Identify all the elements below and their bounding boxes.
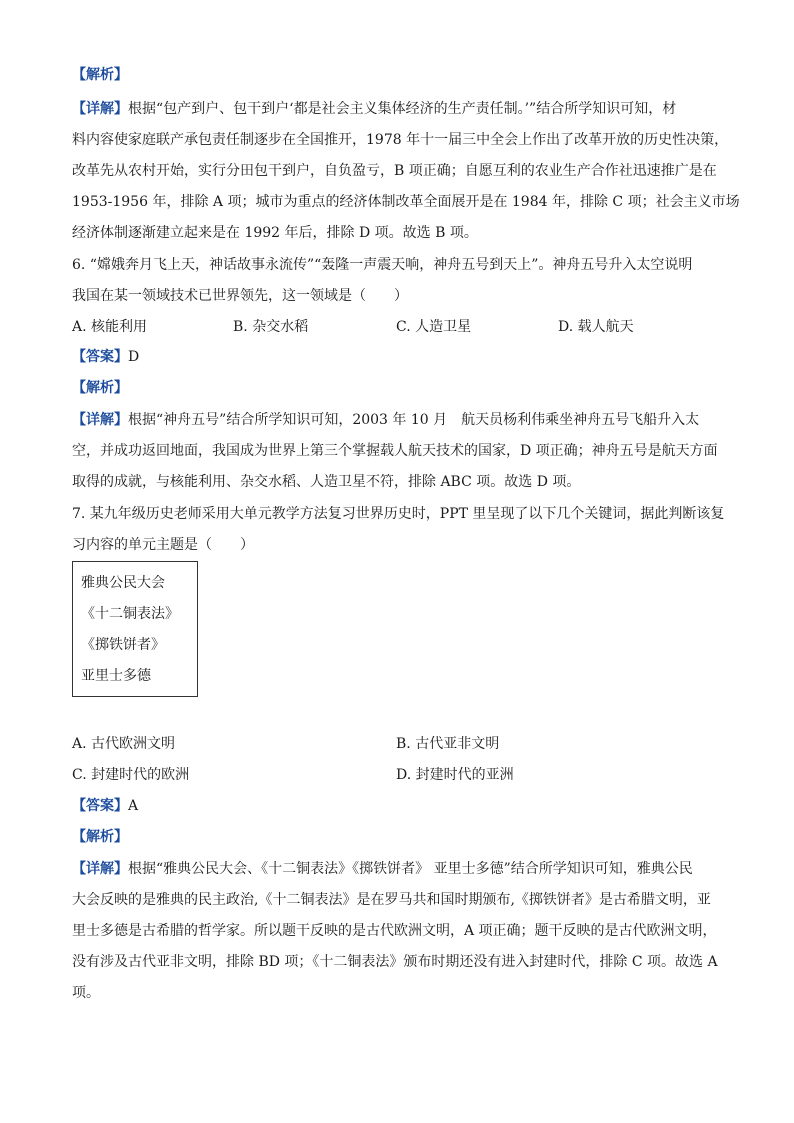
q5-analysis-tag: 【解析】 xyxy=(72,67,128,83)
q7-option-c: C. 封建时代的欧洲 xyxy=(72,767,190,783)
q7-keyword-3: 《掷铁饼者》 xyxy=(81,637,165,653)
q7-keyword-box xyxy=(72,561,198,697)
q7-answer-line xyxy=(72,797,138,815)
q7-detail-line-1 xyxy=(72,860,693,878)
q7-stem-line-1: 7. 某九年级历史老师采用大单元教学方法复习世界历史时，PPT 里呈现了以下几个关键词，据此判断该复 xyxy=(72,506,725,522)
q6-detail-text: 根据“神舟五号”结合所学知识可知，2003 年 10 月 航天员杨利伟乘坐神舟五号飞船升入太 xyxy=(128,412,700,428)
q7-detail-line-5: 项。 xyxy=(72,985,100,1001)
q7-keyword-1: 雅典公民大会 xyxy=(81,575,165,591)
q7-option-b: B. 古代亚非文明 xyxy=(396,736,500,752)
q6-answer-line xyxy=(72,348,139,366)
q6-option-d: D. 载人航天 xyxy=(558,319,634,335)
q7-keyword-4: 亚里士多德 xyxy=(81,668,151,684)
q5-detail-line-1 xyxy=(72,100,676,118)
q6-option-a: A. 核能利用 xyxy=(72,319,148,335)
q7-detail-line-3: 里士多德是古希腊的哲学家。所以题干反映的是古代欧洲文明，A 项正确；题干反映的是古代欧洲文明， xyxy=(72,923,717,939)
q5-detail-text: 根据“包产到户、包干到户‘都是社会主义集体经济的生产责任制。’”结合所学知识可知，材 xyxy=(128,101,677,117)
q6-detail-line-3: 取得的成就，与核能利用、杂交水稻、人造卫星不符，排除 ABC 项。故选 D 项。 xyxy=(72,474,581,490)
q6-stem-line-1: 6. “嫦娥奔月飞上天，神话故事永流传”“轰隆一声震天响，神舟五号到天上”。神舟五号升入太空说明 xyxy=(72,257,693,273)
q7-detail-text: 根据“雅典公民大会、《十二铜表法》《掷铁饼者》 亚里士多德”结合所学知识可知，雅典公民 xyxy=(128,861,693,877)
q5-detail-line-5: 经济体制逐渐建立起来是在 1992 年后，排除 D 项。故选 B 项。 xyxy=(72,225,478,241)
q7-answer: A xyxy=(128,798,139,814)
q7-detail-tag: 【详解】 xyxy=(72,861,128,877)
q6-stem-line-2: 我国在某一领域技术已世界领先，这一领域是（ ） xyxy=(72,288,408,304)
q7-keyword-2: 《十二铜表法》 xyxy=(81,606,179,622)
q7-detail-line-2: 大会反映的是雅典的民主政治,《十二铜表法》是在罗马共和国时期颁布,《掷铁饼者》是古希腊文明，亚 xyxy=(72,892,711,908)
q7-analysis-tag: 【解析】 xyxy=(72,829,128,845)
q5-detail-line-4: 1953-1956 年，排除 A 项；城市为重点的经济体制改革全面展开是在 1984 年，排除 C 项；社会主义市场 xyxy=(72,194,740,210)
q6-analysis-tag: 【解析】 xyxy=(72,380,128,396)
q6-detail-line-2: 空，并成功返回地面，我国成为世界上第三个掌握载人航天技术的国家，D 项正确；神舟五号是航天方面 xyxy=(72,443,718,459)
q6-option-c: C. 人造卫星 xyxy=(396,319,472,335)
q6-detail-line-1 xyxy=(72,411,699,429)
q6-detail-tag: 【详解】 xyxy=(72,412,128,428)
q7-option-d: D. 封建时代的亚洲 xyxy=(396,767,514,783)
q7-answer-tag: 【答案】 xyxy=(72,798,128,814)
q6-option-b: B. 杂交水稻 xyxy=(233,319,309,335)
q7-detail-line-4: 没有涉及古代亚非文明，排除 BD 项；《十二铜表法》颁布时期还没有进入封建时代，排除 C 项。故选 A xyxy=(72,954,718,970)
q5-detail-line-3: 改革先从农村开始，实行分田包干到户，自负盈亏，B 项正确；自愿互利的农业生产合作社迅速推广是在 xyxy=(72,163,717,179)
q5-detail-line-2: 料内容使家庭联产承包责任制逐步在全国推开，1978 年十一届三中全会上作出了改革开放的历史性决策， xyxy=(72,132,729,148)
q7-option-a: A. 古代欧洲文明 xyxy=(72,736,176,752)
q7-stem-line-2: 习内容的单元主题是（ ） xyxy=(72,537,254,553)
q5-detail-tag: 【详解】 xyxy=(72,101,128,117)
q6-answer: D xyxy=(128,349,140,365)
q6-answer-tag: 【答案】 xyxy=(72,349,128,365)
